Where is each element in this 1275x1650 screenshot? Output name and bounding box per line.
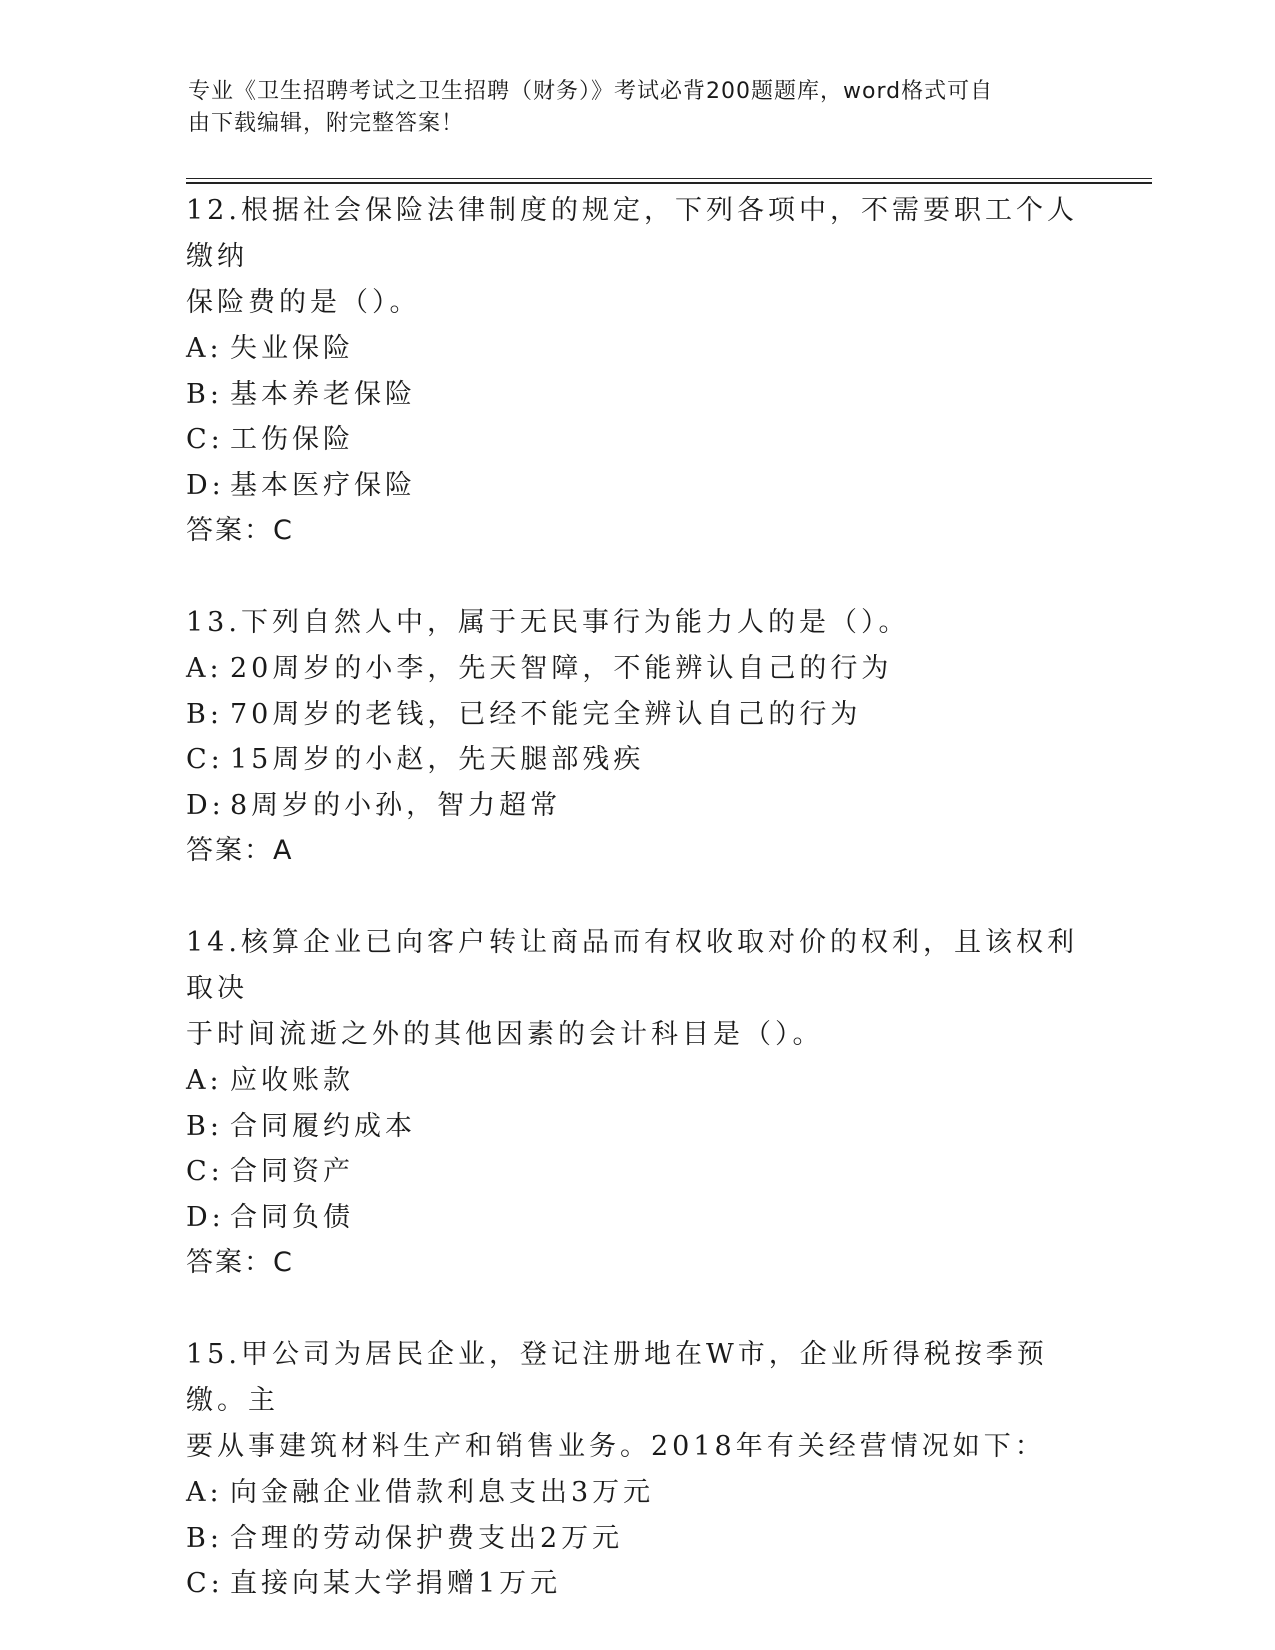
option-text: 合理的劳动保护费支出2万元: [230, 1522, 624, 1554]
option-text: 工伤保险: [230, 424, 354, 455]
question-stem-line: 13.下列自然人中，属于无民事行为能力人的是（）。: [186, 607, 910, 638]
option-text: 基本医疗保险: [230, 469, 416, 501]
option-a: [186, 1058, 1086, 1104]
option-key: A:: [186, 653, 223, 684]
option-text: 70周岁的老钱，已经不能完全辨认自己的行为: [230, 698, 862, 730]
option-a: [186, 326, 1086, 372]
option-b: [186, 692, 1086, 738]
option-text: 合同负债: [230, 1201, 354, 1233]
question-stem-line: 要从事建筑材料生产和销售业务。2018年有关经营情况如下：: [186, 1431, 1046, 1462]
question-spacer: [186, 1286, 1086, 1332]
option-b: [186, 372, 1086, 418]
question-list: [186, 188, 1086, 1607]
option-d: [186, 1195, 1086, 1241]
option-b: [186, 1516, 1086, 1562]
question-15: [186, 1332, 1086, 1607]
question-13: [186, 600, 1086, 874]
option-b: [186, 1104, 1086, 1150]
option-c: [186, 1149, 1086, 1195]
option-c: [186, 417, 1086, 463]
option-text: 20周岁的小李，先天智障，不能辨认自己的行为: [230, 653, 893, 684]
question-stem-line: 保险费的是（）。: [186, 287, 421, 318]
document-header: [188, 76, 1068, 140]
header-line-2: 由下载编辑，附完整答案！: [188, 111, 465, 136]
option-a: [186, 1470, 1086, 1516]
header-divider-thick: [186, 182, 1152, 184]
option-c: [186, 737, 1086, 783]
option-text: 15周岁的小赵，先天腿部残疾: [230, 744, 645, 775]
option-d: [186, 783, 1086, 829]
option-text: 应收账款: [230, 1065, 354, 1096]
option-key: A:: [186, 1477, 223, 1508]
option-key: C:: [186, 744, 224, 775]
option-text: 基本养老保险: [230, 378, 416, 410]
option-key: D:: [186, 789, 225, 821]
option-key: B:: [186, 698, 223, 730]
question-12: [186, 188, 1086, 554]
option-text: 合同履约成本: [230, 1110, 416, 1142]
question-stem-line: 12.根据社会保险法律制度的规定，下列各项中，不需要职工个人缴纳: [186, 195, 1078, 272]
option-text: 8周岁的小孙，智力超常: [230, 789, 562, 821]
option-key: C:: [186, 1156, 224, 1187]
option-key: C:: [186, 1568, 224, 1599]
answer-line: 答案：A: [186, 835, 294, 866]
option-key: A:: [186, 1065, 223, 1096]
option-text: 失业保险: [230, 333, 354, 364]
question-spacer: [186, 874, 1086, 920]
option-key: C:: [186, 424, 224, 455]
question-stem-line: 15.甲公司为居民企业，登记注册地在W市，企业所得税按季预缴。主: [186, 1339, 1048, 1416]
question-spacer: [186, 554, 1086, 600]
question-14: [186, 920, 1086, 1286]
answer-line: 答案：C: [186, 515, 294, 546]
option-d: [186, 463, 1086, 509]
option-text: 合同资产: [230, 1156, 354, 1187]
option-key: B:: [186, 378, 223, 410]
question-stem-line: 于时间流逝之外的其他因素的会计科目是（）。: [186, 1019, 824, 1050]
option-key: D:: [186, 469, 225, 501]
header-divider-thin: [186, 178, 1152, 179]
option-key: A:: [186, 333, 223, 364]
option-key: B:: [186, 1522, 223, 1554]
option-key: D:: [186, 1201, 225, 1233]
option-a: [186, 646, 1086, 692]
header-line-1: 专业《卫生招聘考试之卫生招聘（财务）》考试必背200题题库，word格式可自: [188, 79, 994, 104]
question-stem-line: 14.核算企业已向客户转让商品而有权收取对价的权利，且该权利取决: [186, 927, 1078, 1004]
option-key: B:: [186, 1110, 223, 1142]
option-c: [186, 1561, 1086, 1607]
answer-line: 答案：C: [186, 1247, 294, 1278]
option-text: 直接向某大学捐赠1万元: [230, 1568, 562, 1599]
option-text: 向金融企业借款利息支出3万元: [230, 1477, 655, 1508]
